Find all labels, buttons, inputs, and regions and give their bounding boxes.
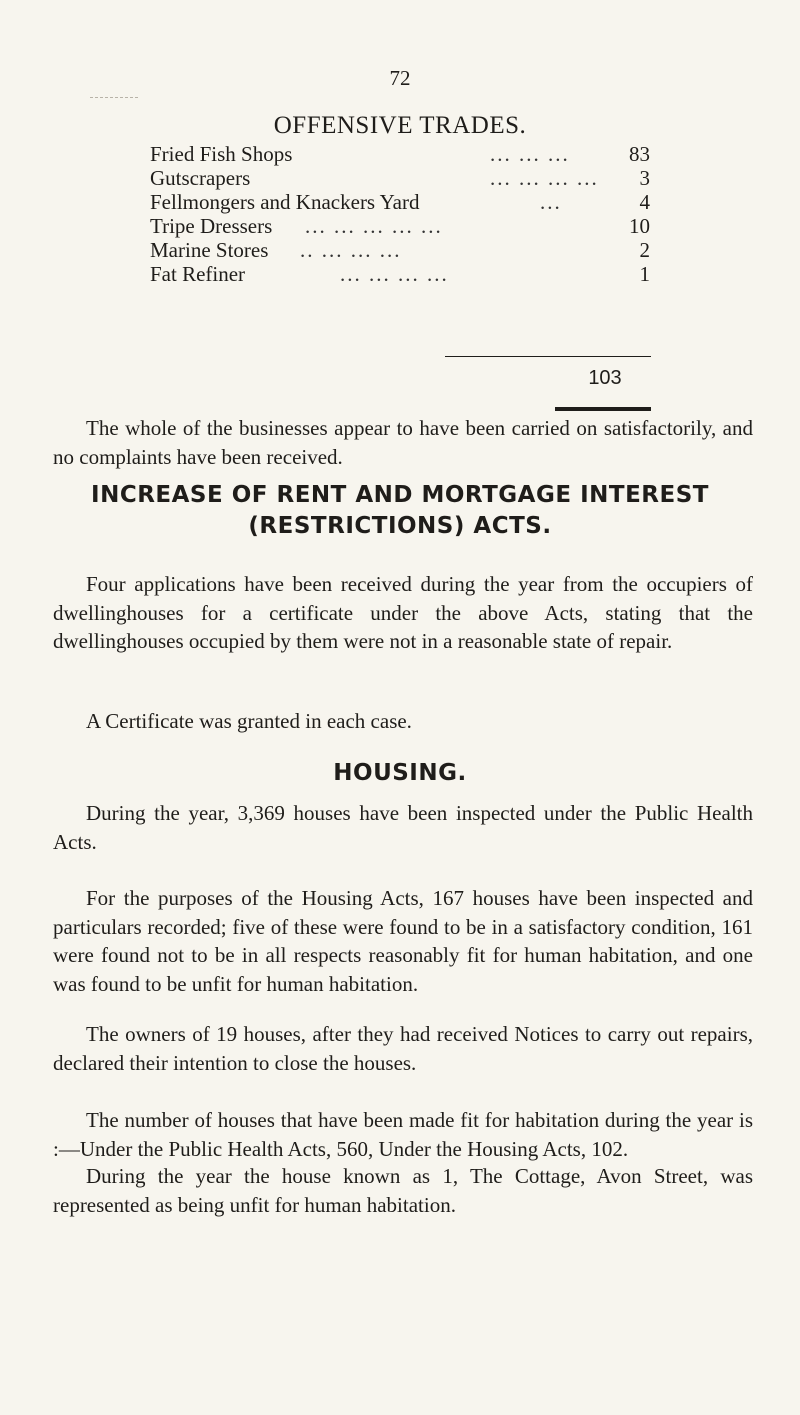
housing-paragraph: During the year the house known as 1, The Cottage, Avon Street, was represented as being unfit for human habitation.: [53, 1164, 753, 1217]
row-value: 83: [629, 142, 650, 166]
row-label: Marine Stores: [150, 238, 269, 262]
offensive-trades-heading: OFFENSIVE TRADES.: [273, 112, 527, 139]
row-label: Fat Refiner: [150, 262, 246, 286]
table-row: [150, 214, 650, 238]
table-row: [150, 262, 650, 286]
row-label: Fellmongers and Knackers Yard: [150, 190, 420, 214]
row-value: 1: [639, 262, 650, 286]
row-value: 4: [639, 190, 650, 214]
row-leader: ... ... ...: [490, 142, 570, 166]
row-value: 3: [639, 166, 650, 190]
total-double-rule: [555, 407, 651, 411]
page-number: 72: [389, 66, 411, 90]
row-leader: ... ... ... ... ...: [305, 214, 443, 238]
offensive-trades-table: [150, 142, 650, 286]
rent-act-heading-line2: (RESTRICTIONS) ACTS.: [248, 513, 552, 539]
housing-paragraph: The number of houses that have been made fit for habitation during the year is :—Under the Public Health Acts, 560, Under the Housing Acts, 102.: [53, 1108, 753, 1161]
row-value: 10: [629, 214, 650, 238]
row-label: Fried Fish Shops: [150, 142, 293, 166]
housing-paragraph: During the year, 3,369 houses have been inspected under the Public Health Acts.: [53, 801, 753, 854]
housing-paragraph: For the purposes of the Housing Acts, 167 houses have been inspected and particulars recorded; five of these were found to be in a satisfactory condition, 161 were found not to be in all respects reasonably fit for human habitation, and one was found to be unfit for human habitation.: [53, 886, 753, 996]
row-leader: ... ... ... ...: [490, 166, 599, 190]
housing-heading: HOUSING.: [333, 760, 467, 786]
table-row: [150, 166, 650, 190]
row-label: Tripe Dressers: [150, 214, 273, 238]
total-value: 103: [588, 367, 622, 389]
rent-act-paragraph: Four applications have been received during the year from the occupiers of dwellinghouses for a certificate under the above Acts, stating that the dwellinghouses occupied by them were not in a reasonable state of repair.: [53, 572, 753, 653]
scan-mark: [90, 97, 138, 98]
offensive-trades-note: The whole of the businesses appear to have been carried on satisfactorily, and no complaints have been received.: [53, 416, 753, 469]
table-row: [150, 190, 650, 214]
table-row: [150, 142, 650, 166]
row-label: Gutscrapers: [150, 166, 251, 190]
rent-act-heading-line1: INCREASE OF RENT AND MORTGAGE INTEREST: [91, 482, 709, 508]
table-row: [150, 238, 650, 262]
housing-paragraph: The owners of 19 houses, after they had received Notices to carry out repairs, declared their intention to close the houses.: [53, 1022, 753, 1075]
rent-act-paragraph: A Certificate was granted in each case.: [86, 709, 412, 733]
row-leader: ...: [540, 190, 562, 214]
row-leader: ... ... ... ...: [340, 262, 449, 286]
row-leader: .. ... ... ...: [300, 238, 402, 262]
row-value: 2: [639, 238, 650, 262]
total-rule: [445, 356, 651, 357]
